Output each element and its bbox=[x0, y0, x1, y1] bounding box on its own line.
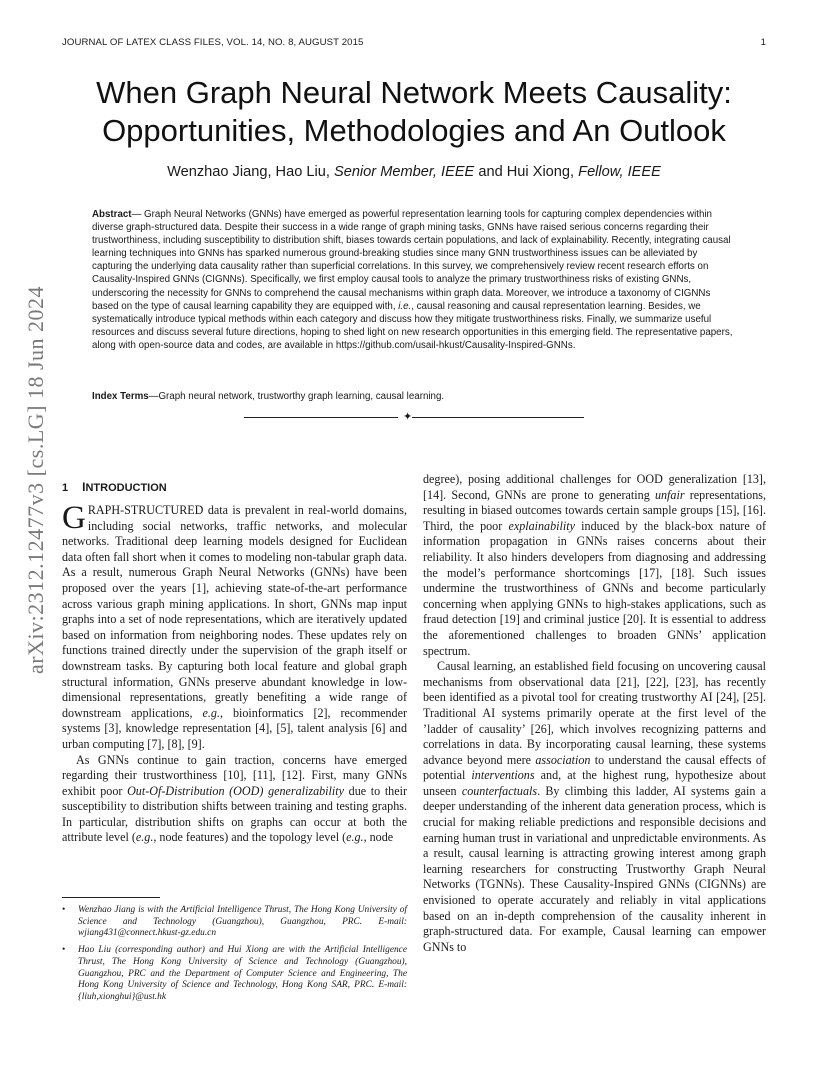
abstract-label: Abstract bbox=[92, 209, 132, 220]
index-terms-text: —Graph neural network, trustworthy graph learning, causal learning. bbox=[148, 391, 445, 402]
paragraph-4-text-b: to understand the causal effects of potential bbox=[423, 752, 766, 783]
paragraph-4-association: association bbox=[535, 752, 591, 767]
title-line-2: Opportunities, Methodologies and An Outlook bbox=[102, 113, 726, 148]
paragraph-2-eg-2: e.g. bbox=[346, 830, 364, 845]
paragraph-4-text-a: Causal learning, an established field focusing on uncovering causal mechanisms from observational data [21], [22], [23], has recently been identified as a pivotal tool for creating trustworthy AI [24], [25]. Traditional AI systems primarily operate at the first level of the ’ladder of causality’ [26], which involves recognizing patterns and correlations in data. By incorporating causal learning, these systems advance beyond mere bbox=[423, 659, 766, 767]
abstract-text-b: , causal reasoning and causal representation learning. Besides, we systematically introduce typical methods within each category and discuss how they mitigate trustworthiness risks. Finally, we summarize useful resources and discuss several future directions, hoping to shed light on new research opportunities in this emerging field. The representative papers, along with open-source data and codes, are available in https://github.com/usail-hkust/Causality-Inspired-GNNs. bbox=[92, 300, 733, 351]
author-list bbox=[62, 163, 766, 181]
section-heading bbox=[62, 481, 407, 495]
section-title-rest: NTRODUCTION bbox=[85, 482, 167, 494]
footnote bbox=[62, 905, 407, 940]
right-column bbox=[423, 472, 766, 955]
footnote-text: Wenzhao Jiang is with the Artificial Intelligence Thrust, The Hong Kong University of Science and Technology (Guangzhou), Guangzhou, PRC. E-mail: wjiang431@connect.hkust-gz.edu.cn bbox=[78, 905, 407, 939]
drop-cap: G bbox=[62, 500, 86, 536]
paragraph-2-eg-1: e.g. bbox=[135, 830, 154, 845]
paragraph-1-text-b: , bioinformatics [2], recommender systems [3], knowledge representation [4], [5], talent analysis [6] and urban computing [7], [8], [9]. bbox=[62, 705, 408, 751]
separator-line-right bbox=[412, 417, 584, 418]
paragraph-4-interventions: interventions bbox=[471, 768, 535, 783]
paragraph-1-eg: e.g. bbox=[202, 705, 220, 720]
abstract bbox=[92, 208, 736, 352]
page-number: 1 bbox=[760, 37, 766, 48]
paragraph-3-text-c: induced by the black-box nature of information propagation in GNNs raises concerns about their reliability. It also hinders developers from diagnosing and addressing the model’s performance shortcomings [17], [18]. Such issues undermine the trustworthiness of GNNs and become particularly concerning when applying GNNs to high-stakes applications, such as fraud detection [19] and criminal justice [20]. It is essential to address the aforementioned challenges to broaden GNNs’ application spectrum. bbox=[423, 518, 766, 658]
bullet-icon: • bbox=[62, 945, 66, 956]
section-first-letter: I bbox=[82, 480, 86, 494]
footnote-rule bbox=[62, 897, 160, 898]
paragraph-4-text-c: and, at the highest rung, hypothesize about unseen bbox=[423, 768, 766, 798]
paragraph-2 bbox=[62, 753, 407, 847]
author-3: and Hui Xiong, bbox=[474, 164, 579, 180]
section-separator bbox=[244, 411, 584, 426]
footnote-text: Hao Liu (corresponding author) and Hui Xiong are with the Artificial Intelligence Thrust, The Hong Kong University of Science and Technology (Guangzhou), Guangzhou, PRC and the Department of Computer Science and Engineering, The Hong Kong University of Science and Technology, Hong Kong SAR, PRC. E-mail: {liuh,xionghui}@ust.hk bbox=[78, 945, 407, 1002]
paragraph-2-text-c: , node features) and the topology level ( bbox=[153, 830, 347, 845]
paragraph-2-ood: Out-Of-Distribution (OOD) generalizability bbox=[127, 783, 344, 798]
paragraph-3-text-b: representations, resulting in biased outcomes towards certain sample groups [15], [16]. Third, the poor bbox=[423, 487, 766, 533]
author-3-role: Fellow, IEEE bbox=[578, 164, 661, 180]
author-1: Wenzhao Jiang, Hao Liu, bbox=[167, 164, 334, 180]
diamond-icon: ✦ bbox=[403, 411, 413, 423]
paragraph-3-unfair: unfair bbox=[654, 487, 685, 502]
author-2-role: Senior Member, IEEE bbox=[333, 164, 475, 180]
paragraph-2-text-b: due to their susceptibility to distribution shifts between training and testing graphs. In particular, distribution shifts on graphs can occur at both the attribute level ( bbox=[62, 783, 407, 845]
running-header: JOURNAL OF LATEX CLASS FILES, VOL. 14, NO. 8, AUGUST 2015 bbox=[62, 37, 364, 48]
bullet-icon: • bbox=[62, 905, 66, 915]
footnotes bbox=[62, 905, 407, 1009]
paragraph-2-text-d: , node bbox=[363, 830, 394, 845]
paragraph-1-text-a: data is prevalent in real-world domains, including social networks, traffic networks, and molecular networks. Traditional deep learning models designed for Euclidean data often fall short when it comes to modeling non-tabular graph data. As a result, numerous Graph Neural Networks (GNNs) have been proposed over the years [1], achieving state-of-the-art performance across various graph mining applications. In short, GNNs map input graphs into a set of node representations, which are iteratively updated based on information from neighboring nodes. These updates rely on functions trained directly under the supervision of the graph itself or downstream tasks. By capturing both local feature and global graph structural information, GNNs preserve abundant knowledge in low-dimensional representations, greatly benefiting a wide range of downstream applications, bbox=[62, 503, 407, 720]
paragraph-4-counterfactuals: counterfactuals bbox=[461, 783, 538, 798]
title-line-1: When Graph Neural Network Meets Causality: bbox=[96, 75, 732, 110]
footnote bbox=[62, 945, 407, 1004]
section-number: 1 bbox=[62, 482, 69, 494]
paragraph-3-text-a: degree), posing additional challenges for OOD generalization [13], [14]. Second, GNNs are prone to generating bbox=[423, 472, 766, 502]
abstract-ie: i.e. bbox=[398, 300, 412, 312]
paper-title bbox=[62, 74, 766, 150]
abstract-text-a: — Graph Neural Networks (GNNs) have emerged as powerful representation learning tools for capturing complex dependencies within diverse graph-structured data. Despite their success in a wide range of graph mining tasks, GNNs have raised serious concerns regarding their trustworthiness, including susceptibility to distribution shift, biases towards certain populations, and lack of explainability. Recently, integrating causal learning techniques into GNNs has sparked numerous ground-breaking studies since many GNN trustworthiness issues can be alleviated by capturing the underlying data causality rather than superficial correlations. In this survey, we comprehensively review recent research efforts on Causality-Inspired GNNs (CIGNNs). Specifically, we first employ causal tools to analyze the primary trustworthiness risks of existing GNNs, underscoring the necessity for GNNs to comprehend the causal mechanisms within graph data. Moreover, we introduce a taxonomy of CIGNNs based on the type of causal learning capability they are equipped with, bbox=[92, 209, 731, 312]
paragraph-4 bbox=[423, 659, 766, 955]
index-terms bbox=[92, 390, 736, 403]
paragraph-3 bbox=[423, 472, 766, 659]
paragraph-1 bbox=[62, 500, 408, 753]
lead-smallcaps: RAPH-STRUCTURED bbox=[87, 503, 204, 517]
left-column bbox=[62, 481, 407, 846]
index-terms-label: Index Terms bbox=[92, 391, 149, 402]
paragraph-4-text-d: . By climbing this ladder, AI systems gain a deeper understanding of the inherent data generation process, which is crucial for making reliable predictions and responsible decisions and earning human trust in variational and unpredictable environments. As a result, causal learning is attracting growing interest among graph learning researchers for constructing Trustworthy Graph Neural Networks (TGNNs). These Causality-Inspired GNNs (CIGNNs) are envisioned to operate accurately and reliably in vital applications based on an in-depth comprehension of the causality inherent in graph-structured data. For example, Causal learning can empower GNNs to bbox=[423, 783, 767, 954]
paragraph-2-text-a: As GNNs continue to gain traction, concerns have emerged regarding their trustworthiness [10], [11], [12]. First, many GNNs exhibit poor bbox=[62, 752, 407, 798]
separator-line-left bbox=[244, 417, 398, 418]
arxiv-identifier: arXiv:2312.12477v3 [cs.LG] 18 Jun 2024 bbox=[23, 285, 48, 675]
paragraph-3-explainability: explainability bbox=[508, 518, 575, 533]
